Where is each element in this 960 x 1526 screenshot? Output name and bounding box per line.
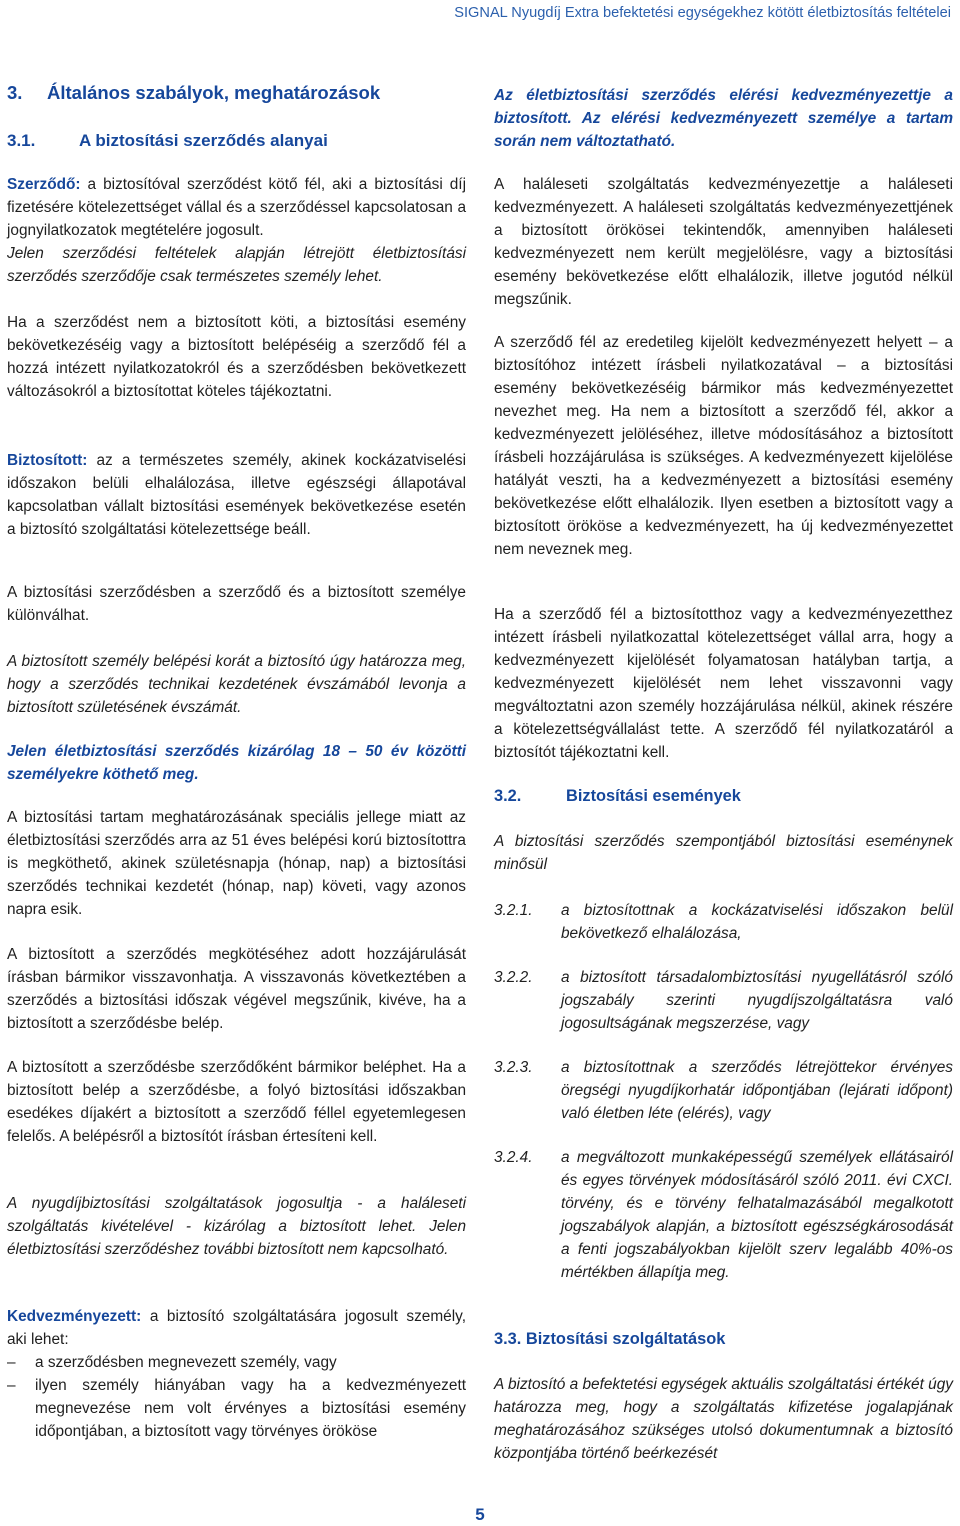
event-item [494, 1146, 953, 1284]
insured-term: Biztosított: [7, 452, 88, 469]
beneficiary-text: a biztosító szolgáltatására jogosult személy, aki lehet: [7, 1308, 466, 1348]
paragraph-survival-beneficiary: Az életbiztosítási szerződés elérési kedvezményezettje a biztosított. Az elérési kedvezményezett személye a tartam során nem változtatható. [494, 87, 953, 150]
paragraph-term: A biztosítási tartam meghatározásának speciális jellege miatt az életbiztosítási szerződés arra az 51 éves belépési korú biztosítottra is megköthető, akinek születésnapja (hónap, nap) a biztosítási szerződés technikai kezdetét (hónap, nap) követi, vagy azonos napra esik. [7, 809, 466, 918]
event-text: a biztosítottnak a kockázatviselési időszakon belül bekövetkező elhalálozása, [561, 902, 953, 942]
section-title: Általános szabályok, meghatározások [47, 82, 381, 103]
paragraph-change-beneficiary: A szerződő fél az eredetileg kijelölt kedvezményezett helyett – a biztosítóhoz intézett írásbeli nyilatkozatával – a biztosítási esemény bekövetkezéséig bármikor más kedvezményezettet nevezhet meg. Ha nem a biztosított a szerződő fél, akkor a kedvezményezett jelöléséhez, illetve módosításához a biztosított írásbeli hozzájárulása is szükséges. A kedvezményezett kijelölése hatályát veszti, ha a kedvezményezett a biztosítási esemény bekövetkezése előtt elhalálozik. Ilyen esetben a biztosított vagy a biztosított örököse a kedvezményezett, ha új kedvezményezettet nem neveznek meg. [494, 334, 953, 558]
section-3-2-intro: A biztosítási szerződés szempontjából biztosítási eseménynek minősül [494, 833, 953, 873]
list-item-text: a szerződésben megnevezett személy, vagy [35, 1354, 337, 1371]
event-text: a biztosítottnak a szerződés létrejöttekor érvényes öregségi nyugdíjkorhatár időpontjában (lejárati időpont) való életben léte (elérés), vagy [561, 1059, 953, 1122]
list-item [7, 1374, 466, 1443]
event-number: 3.2.2. [494, 969, 533, 986]
section-number: 3. [7, 82, 23, 103]
section-3-2-heading [494, 785, 953, 808]
page-number: 5 [475, 1505, 485, 1524]
list-item [7, 1351, 466, 1374]
beneficiary-definition [7, 1305, 466, 1443]
event-item [494, 899, 953, 945]
contractor-note: Jelen szerződési feltételek alapján létrejött életbiztosítási szerződés szerződője csak természetes személy lehet. [7, 245, 466, 285]
section-3-2-number: 3.2. [494, 787, 522, 805]
dash-bullet: – [7, 1354, 16, 1371]
paragraph-pension: A nyugdíjbiztosítási szolgáltatások jogosultja - a haláleseti szolgáltatás kivételével - kizárólag a biztosított lehet. Jelen életbiztosítási szerződéshez további biztosított nem kapcsolható. [7, 1195, 466, 1258]
beneficiary-term: Kedvezményezett: [7, 1308, 142, 1325]
event-text: a biztosított társadalombiztosítási nyugellátásról szóló jogszabály szerinti nyugdíjszolgáltatásra való jogosultságának megszerzése, vagy [561, 969, 953, 1032]
paragraph-entry-age: A biztosított személy belépési korát a biztosító úgy határozza meg, hogy a szerződés technikai kezdetének évszámából levonja a biztosított születésének évszámát. [7, 653, 466, 716]
contractor-definition [7, 173, 466, 288]
insured-text: az a természetes személy, akinek kockázatviselési időszakon belüli elhalálozása, illetve egészségi állapotával kapcsolatban vállalt biztosítási események bekövetkezése esetén a biztosító szolgáltatási kötelezettsége beáll. [7, 452, 466, 538]
dash-bullet: – [7, 1377, 16, 1394]
subsection-heading [7, 129, 328, 152]
event-number: 3.2.4. [494, 1149, 533, 1166]
paragraph-consent: A biztosított a szerződés megkötéséhez adott hozzájárulását írásban bármikor visszavonhatja. A visszavonás következtében a szerződés a biztosítási időszak végével megszűnik, kivéve, ha a biztosított a szerződésbe belép. [7, 946, 466, 1032]
paragraph-separate: A biztosítási szerződésben a szerződő és a biztosított személye különválhat. [7, 584, 466, 624]
event-number: 3.2.3. [494, 1059, 533, 1076]
event-item [494, 966, 953, 1035]
running-header: SIGNAL Nyugdíj Extra befektetési egységekhez kötött életbiztosítás feltételei [454, 5, 951, 21]
section-3-2-title: Biztosítási események [566, 787, 741, 805]
section-3-3-text: A biztosító a befektetési egységek aktuális szolgáltatási értékét úgy határozza meg, hogy a szolgáltatás kifizetése jogalapjának meghatározásához szükséges utolsó dokumentumnak a biztosító központjába történő beérkezését [494, 1376, 953, 1462]
subsection-number: 3.1. [7, 131, 36, 150]
event-number: 3.2.1. [494, 902, 533, 919]
section-3-3-heading: 3.3. Biztosítási szolgáltatások [494, 1330, 726, 1348]
event-text: a megváltozott munkaképességű személyek ellátásairól és egyes törvények módosításáról szóló 2011. évi CXCI. törvény, és e törvény felhatalmazásából megalkotott jogszabályok alapján, a biztosított egészségkárosodását a fenti jogszabályokban kijelölt szerv legalább 40%-os mértékben állapítja meg. [561, 1149, 953, 1281]
list-item-text: ilyen személy hiányában vagy ha a kedvezményezett megnevezése nem volt érvényes a biztosítási esemény időpontjában, a biztosított vagy törvényes örököse [35, 1377, 466, 1440]
event-item [494, 1056, 953, 1125]
contractor-term: Szerződő: [7, 176, 81, 193]
paragraph-waiver: Ha a szerződő fél a biztosítotthoz vagy a kedvezményezetthez intézett írásbeli nyilatkozattal kötelezettséget vállal arra, hogy a kedvezményezett kijelölését folyamatosan hatályban tartja, a kedvezményezett kijelölését nem lehet visszavonni vagy megváltoztatni azon személy hozzájárulása nélkül, akinek részére a kötelezettségvállalást tette. A szerződő fél nyilatkozatáról a biztosítót tájékoztatni kell. [494, 606, 953, 761]
section-heading [7, 81, 380, 104]
subsection-title: A biztosítási szerződés alanyai [79, 131, 328, 150]
paragraph-join: A biztosított a szerződésbe szerződőként bármikor beléphet. Ha a biztosított belép a szerződésbe, a folyó biztosítási időszakban esedékes díjakért a biztosított a szerződő féllel egyetemlegesen felelős. A belépésről a biztosítót írásban értesíteni kell. [7, 1059, 466, 1145]
paragraph-death-beneficiary: A haláleseti szolgáltatás kedvezményezettje a haláleseti kedvezményezett. A haláleseti szolgáltatás kedvezményezettjének a biztosított örökösei tekintendők, amennyiben haláleseti kedvezményezett nem került megjelölésre, vagy a biztosítási esemény bekövetkezése előtt elhalálozik, illetve jogutód nélkül megszűnik. [494, 176, 953, 308]
insured-definition [7, 449, 466, 541]
paragraph-notify: Ha a szerződést nem a biztosított köti, a biztosítási esemény bekövetkezéséig vagy a biztosított belépéséig a szerződő fél a hozzá intézett nyilatkozatokról és a szerződésben bekövetkezett változásokról a biztosítottat köteles tájékoztatni. [7, 314, 466, 400]
contractor-text: a biztosítóval szerződést kötő fél, aki a biztosítási díj fizetésére kötelezettséget vállal és a szerződéssel kapcsolatosan a jognyilatkozatok megtételére jogosult. [7, 176, 466, 239]
paragraph-age-limit: Jelen életbiztosítási szerződés kizárólag 18 – 50 év közötti személyekre köthető meg. [7, 743, 466, 783]
